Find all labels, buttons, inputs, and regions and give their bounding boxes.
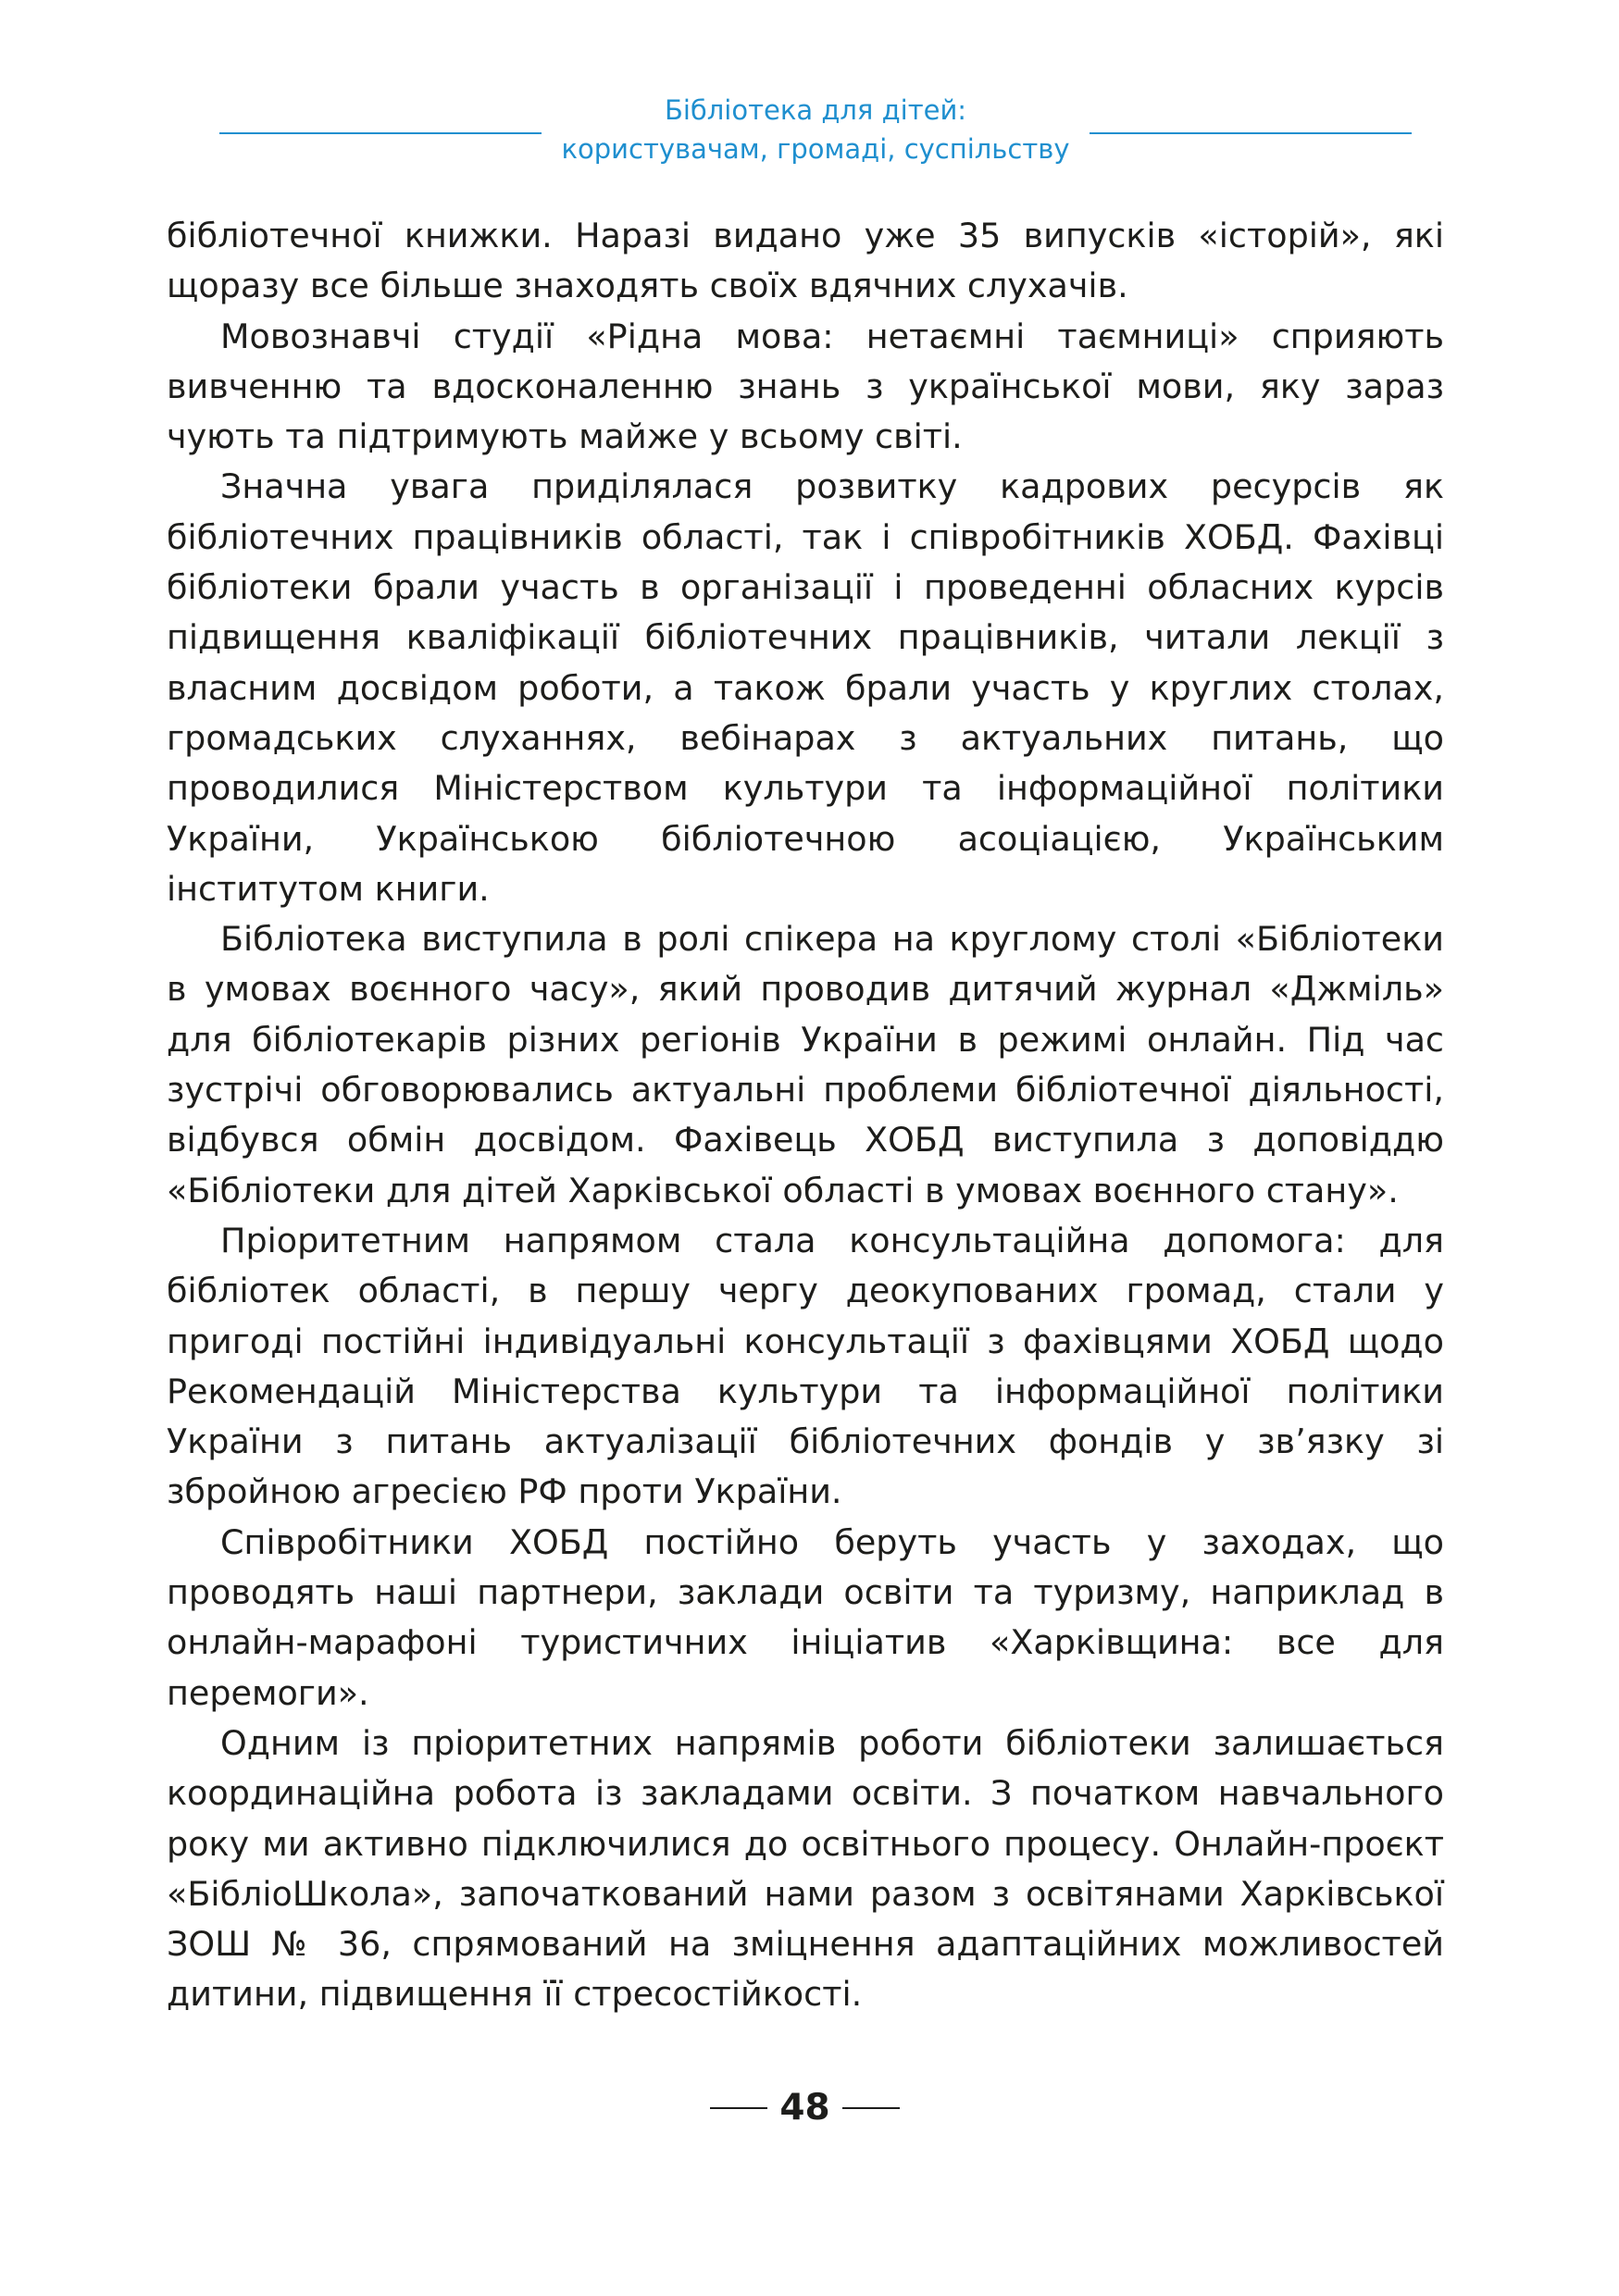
- paragraph-1: бібліотечної книжки. Наразі видано уже 35 випусків «історій», які щоразу все більше знаходять своїх вдячних слухачів.: [167, 216, 1444, 306]
- paragraph-7: Одним із пріоритетних напрямів роботи бібліотеки залишається координаційна робота із закладами освіти. З початком навчального року ми активно підключилися до освітнього процесу. Онлайн-проєкт «БібліоШкола», започаткований нами разом з освітянами Харківської ЗОШ № 36, спрямований на зміцнення адаптаційних можливостей дитини, підвищення її стресостійкості.: [167, 1722, 1444, 2015]
- header-rule-right: [1090, 132, 1412, 134]
- body-text: [167, 211, 1444, 2020]
- paragraph-2: Мовознавчі студії «Рідна мова: нетаємні таємниці» сприяють вивченню та вдосконаленню знань з української мови, яку зараз чують та підтримують майже у всьому світі.: [167, 316, 1444, 457]
- paragraph-4: Бібліотека виступила в ролі спікера на круглому столі «Бібліотеки в умовах воєнного часу», який проводив дитячий журнал «Джміль» для бібліотекарів різних регіонів України в режимі онлайн. Під час зустрічі обговорювались актуальні проблеми бібліотечної діяльності, відбувся обмін досвідом. Фахівець ХОБД виступила з доповіддю «Бібліотеки для дітей Харківської області в умовах воєнного стану».: [167, 919, 1444, 1210]
- running-head-line-1: Бібліотека для дітей:: [664, 94, 967, 126]
- running-head-title: [542, 91, 1090, 168]
- paragraph-6: Співробітники ХОБД постійно беруть участь у заходах, що проводять наші партнери, заклади освіти та туризму, наприклад в онлайн-марафоні туристичних ініціатив «Харківщина: все для перемоги».: [167, 1521, 1444, 1713]
- page-number: 48: [779, 2087, 830, 2128]
- page-footer: [0, 2080, 1619, 2136]
- footer-rule-right: [842, 2107, 900, 2109]
- paragraph-5: Пріоритетним напрямом стала консультаційна допомога: для бібліотек області, в першу чергу деокупованих громад, стали у пригоді постійні індивідуальні консультації з фахівцями ХОБД щодо Рекомендацій Міністерства культури та інформаційної політики України з питань актуалізації бібліотечних фондів у зв’язку зі збройною агресією РФ проти України.: [167, 1220, 1444, 1512]
- footer-rule-left: [710, 2107, 767, 2109]
- header-rule-left: [219, 132, 542, 134]
- paragraph-3: Значна увага приділялася розвитку кадрових ресурсів як бібліотечних працівників області, так і співробітників ХОБД. Фахівці бібліотеки брали участь в організації і проведенні обласних курсів підвищення кваліфікації бібліотечних працівників, читали лекції з власним досвідом роботи, а також брали участь у круглих столах, громадських слуханнях, вебінарах з актуальних питань, що проводилися Міністерством культури та інформаційної політики України, Українською бібліотечною асоціацією, Українським інститутом книги.: [167, 466, 1444, 909]
- running-head-line-2: користувачам, громаді, суспільству: [561, 133, 1070, 165]
- running-head: [0, 91, 1619, 174]
